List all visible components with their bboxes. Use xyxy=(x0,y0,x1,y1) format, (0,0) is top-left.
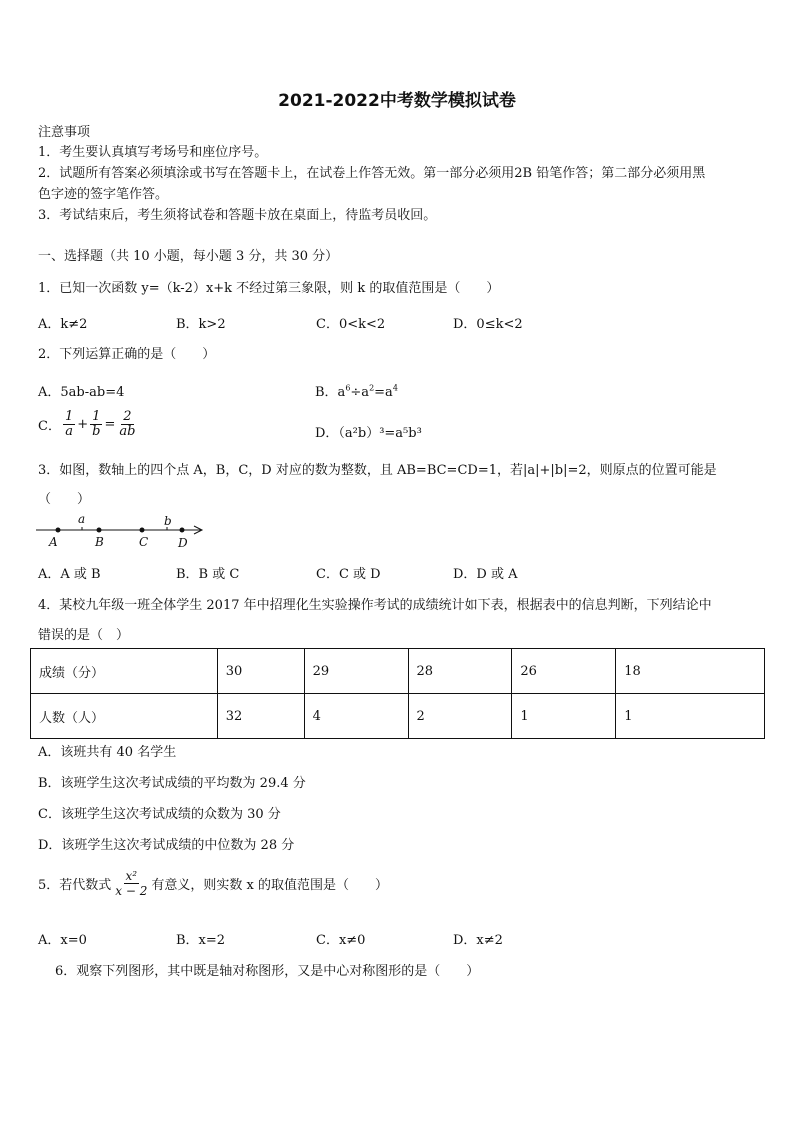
q5-option-b: B．x=2 xyxy=(176,933,226,948)
table-cell: 28 xyxy=(408,649,512,694)
question-5-stem: 5．若代数式 $\frac{\text{x²}}{x - 2}$ 有意义，则实数 x 的取值范围是（ ） xyxy=(38,869,388,898)
section-heading: 一、选择题（共 10 小题，每小题 3 分，共 30 分） xyxy=(38,249,339,264)
label-point-a: A xyxy=(49,535,58,549)
table-row xyxy=(31,694,765,739)
label-point-d: D xyxy=(178,536,188,550)
label-b: b xyxy=(164,514,172,528)
q1-option-a: A．k≠2 xyxy=(38,317,88,332)
q4-option-a: A．该班共有 40 名学生 xyxy=(38,745,177,760)
q5-option-a: A．x=0 xyxy=(38,933,87,948)
label-point-c: C xyxy=(139,535,149,549)
q3-option-d: D．D 或 A xyxy=(453,567,518,582)
table-cell: 成绩（分） xyxy=(31,649,218,694)
label-a: a xyxy=(78,512,86,526)
q4-option-c: C．该班学生这次考试成绩的众数为 30 分 xyxy=(38,807,281,822)
table-cell: 1 xyxy=(616,694,765,739)
question-2-stem: 2．下列运算正确的是（ ） xyxy=(38,347,216,362)
notice-item: 2．试题所有答案必须填涂或书写在答题卡上，在试卷上作答无效。第一部分必须用2B 铅笔作答；第二部分必须用黑 xyxy=(38,166,706,181)
notice-item: 1．考生要认真填写考场号和座位序号。 xyxy=(38,145,268,160)
question-3-stem: 3．如图，数轴上的四个点 A，B，C，D 对应的数为整数，且 AB=BC=CD=1，若|a|+|b|=2，则原点的位置可能是 xyxy=(38,463,717,478)
table-cell: 18 xyxy=(616,649,765,694)
table-cell: 26 xyxy=(512,649,616,694)
number-line xyxy=(36,512,216,552)
q5-option-c: C．x≠0 xyxy=(316,933,366,948)
q4-option-b: B．该班学生这次考试成绩的平均数为 29.4 分 xyxy=(38,776,306,791)
fraction: $\frac{1}{b}$ xyxy=(92,409,101,439)
q2-option-b: B．$a^6\div a^2=a^4$ xyxy=(315,383,398,400)
q3-option-a: A．A 或 B xyxy=(38,567,101,582)
point-c-dot xyxy=(140,528,145,533)
q1-option-b: B．k>2 xyxy=(176,317,226,332)
table-cell: 30 xyxy=(217,649,304,694)
notice-heading: 注意事项 xyxy=(38,125,91,140)
notice-item: 色字迹的签字笔作答。 xyxy=(38,187,169,202)
q2-option-a: A．5ab-ab=4 xyxy=(38,385,125,400)
fraction: $\frac{2}{ab}$ xyxy=(119,409,136,439)
q2-option-d: D．（a²b）³=a⁵b³ xyxy=(315,426,422,441)
table-row xyxy=(31,649,765,694)
notice-item: 3．考试结束后，考生须将试卷和答题卡放在桌面上，待监考员收回。 xyxy=(38,208,437,223)
q1-option-d: D．0≤k<2 xyxy=(453,317,523,332)
table-cell: 1 xyxy=(512,694,616,739)
table-cell: 2 xyxy=(408,694,512,739)
question-1-stem: 1．已知一次函数 y=（k-2）x+k 不经过第三象限，则 k 的取值范围是（ ） xyxy=(38,281,500,296)
number-line-figure xyxy=(36,512,216,552)
fraction: $\frac{1}{a}$ xyxy=(64,409,74,439)
fraction: $\frac{\text{x²}}{x - 2}$ xyxy=(115,869,148,898)
table-cell: 32 xyxy=(217,694,304,739)
question-6-stem: 6．观察下列图形，其中既是轴对称图形，又是中心对称图形的是（ ） xyxy=(55,964,480,979)
question-4-stem: 4．某校九年级一班全体学生 2017 年中招理化生实验操作考试的成绩统计如下表，根据表中的信息判断，下列结论中 xyxy=(38,598,712,613)
point-b-dot xyxy=(97,528,102,533)
table-cell: 人数（人） xyxy=(31,694,218,739)
question-3-stem-cont: （ ） xyxy=(38,492,91,507)
question-4-stem-cont: 错误的是（ ） xyxy=(38,628,130,643)
q3-option-b: B．B 或 C xyxy=(176,567,240,582)
q5-option-d: D．x≠2 xyxy=(453,933,503,948)
q3-option-c: C．C 或 D xyxy=(316,567,381,582)
q4-option-d: D．该班学生这次考试成绩的中位数为 28 分 xyxy=(38,838,295,853)
score-table xyxy=(30,648,765,739)
table-cell: 4 xyxy=(304,694,408,739)
point-a-dot xyxy=(56,528,61,533)
label-point-b: B xyxy=(95,535,104,549)
page-title: 2021-2022中考数学模拟试卷 xyxy=(278,91,516,111)
q1-option-c: C．0<k<2 xyxy=(316,317,386,332)
q2-option-c: C． $\frac{1}{a}$ + $\frac{1}{b}$ = $\frac{2}{ab}$ xyxy=(38,409,136,439)
point-d-dot xyxy=(180,528,185,533)
table-cell: 29 xyxy=(304,649,408,694)
